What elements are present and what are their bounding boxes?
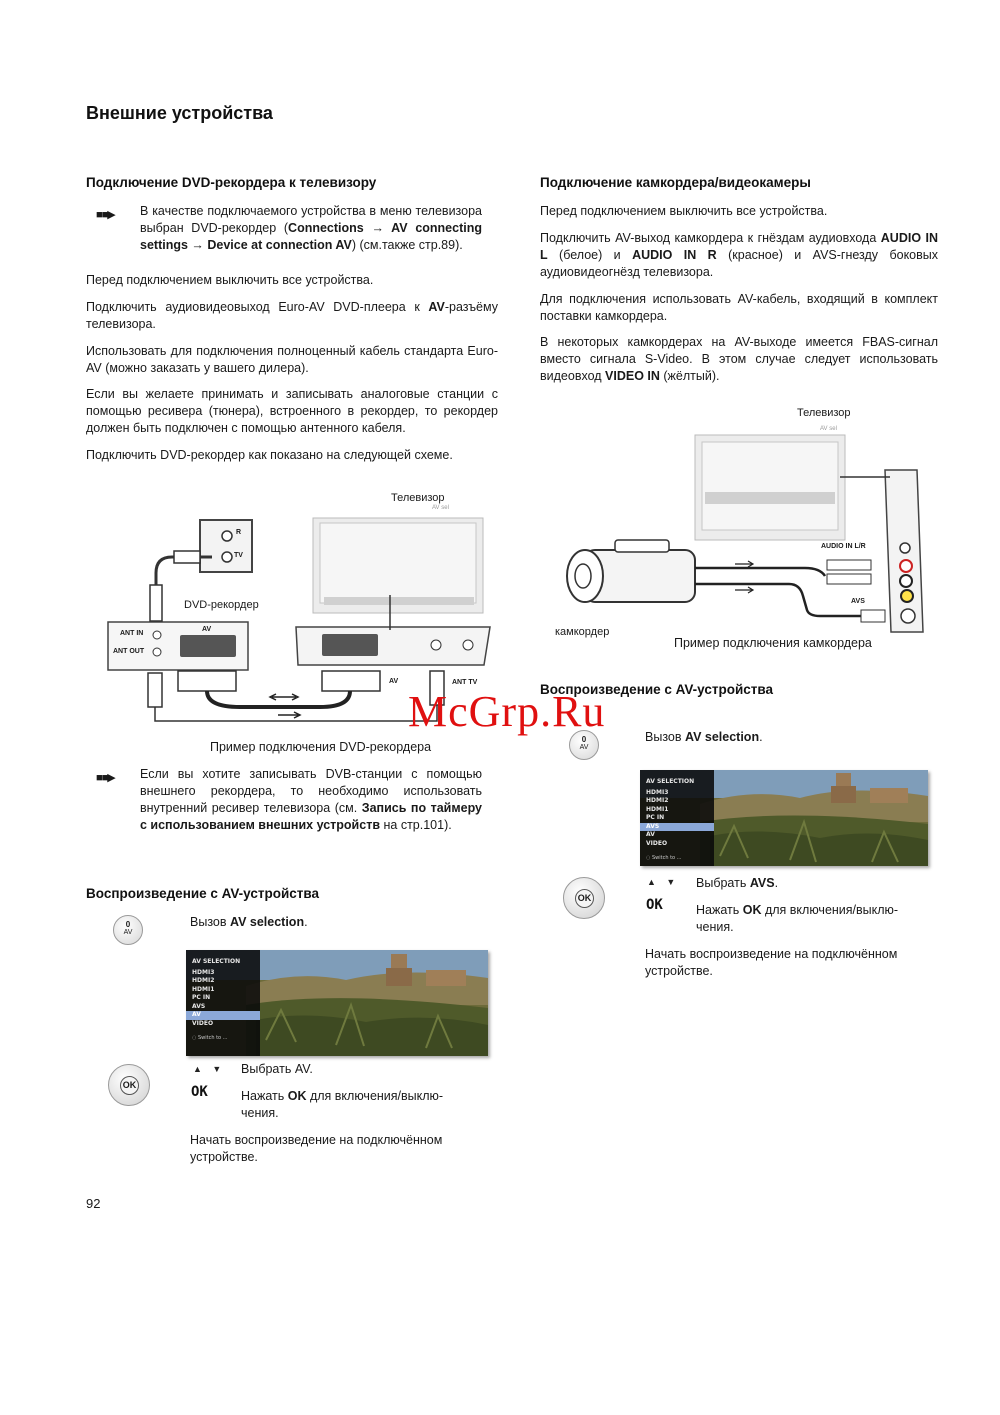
call-av-selection: Вызов AV selection. [190, 915, 308, 929]
note-connections: В качестве подключаемого устройства в меню телевизора выбран DVD-рекордер (Connections → AV connecting settings → Device at connection AV) (см.также стр.89). [140, 204, 482, 252]
select-av-text: Выбрать AV. [241, 1062, 313, 1076]
menu-item-avs-selected[interactable]: AVS [640, 823, 714, 832]
ant-out-label: ANT OUT [113, 648, 145, 655]
dvd-diagram-tv-tag: AV sel [432, 505, 449, 511]
page-title: Внешние устройства [86, 103, 273, 123]
menu-item-video[interactable]: VIDEO [646, 839, 668, 847]
para-euro-av: Подключить аудиовидеовыход Euro-AV DVD-плеера к AV-разъёму телевизора. [86, 300, 498, 331]
menu-footer: ◌ Switch to ... [192, 1035, 228, 1041]
menu-footer: ◌ Switch to ... [646, 855, 682, 861]
menu-item-av[interactable]: AV [646, 831, 655, 838]
ant-tv-label: ANT TV [452, 679, 478, 686]
av-remote-button[interactable] [113, 915, 143, 945]
camcorder-label: камкордер [555, 626, 610, 638]
dvd-diagram-dvd-label: DVD-рекордер [184, 599, 259, 611]
para-audio-in: Подключить AV-выход камкордера к гнёздам аудиовхода AUDIO IN L (белое) и AUDIO IN R (красное) и AVS-гнезду боковых аудиовидеогнёзд телевизора. [540, 231, 939, 279]
avs-label: AVS [851, 598, 865, 605]
start-playback-text: Начать воспроизведение на подключённом устройстве. [190, 1133, 443, 1164]
cam-diagram-caption: Пример подключения камкордера [674, 636, 872, 650]
call-av-selection-right: Вызов AV selection. [645, 730, 763, 744]
note-arrow-icon: ■■▶ [96, 772, 115, 784]
para-scheme: Подключить DVD-рекордер как показано на следующей схеме. [86, 448, 453, 462]
menu-item-av-selected[interactable]: AV [186, 1011, 260, 1020]
press-ok-text-right: Нажать OK для включения/выклю-чения. [696, 903, 899, 934]
av-button-zero: 0 [581, 735, 587, 744]
tv-av-port-label: AV [389, 678, 399, 685]
section-title-camcorder: Подключение камкордера/видеокамеры [540, 175, 811, 190]
note-dvb-recording: Если вы хотите записывать DVB-станции с помощью внешнего рекордера, то необходимо использовать внутренний ресивер телевизора (см. Запись по таймеру с использованием внешних устройств на стр.101). [140, 767, 482, 832]
para-power-off: Перед подключением выключить все устройства. [86, 273, 374, 287]
camcorder-diagram-drawing [545, 400, 945, 645]
menu-title: AV SELECTION [192, 958, 241, 965]
jack-tv-label: TV [234, 552, 243, 559]
press-ok-text: Нажать OK для включения/выклю-чения. [241, 1089, 444, 1120]
cam-diagram-tv-tag: AV sel [820, 426, 837, 432]
up-down-arrows-icon: ▲ ▼ [193, 1064, 226, 1074]
cam-diagram-tv-label: Телевизор [797, 407, 851, 419]
menu-item-hdmi1[interactable]: HDMI1 [192, 985, 215, 993]
menu-item-hdmi2[interactable]: HDMI2 [192, 977, 215, 984]
menu-item-hdmi1[interactable]: HDMI1 [646, 805, 669, 813]
menu-item-avs[interactable]: AVS [192, 1002, 206, 1010]
av-button-label: AV [579, 744, 589, 751]
note-arrow-icon: ■■▶ [96, 209, 115, 221]
camcorder-connection-diagram [545, 400, 945, 645]
para-cable: Использовать для подключения полноценный кабель стандарта Euro-AV (можно заказать у вашего дилера). [86, 344, 498, 375]
para-tuner: Если вы желаете принимать и записывать аналоговые станции с помощью ресивера (тюнера), встроенного в рекордер, то рекордер должен быть подключен с помощью антенного кабеля. [86, 387, 498, 435]
av-button-label: AV [123, 929, 133, 936]
start-playback-text-right: Начать воспроизведение на подключённом устройстве. [645, 947, 898, 978]
menu-item-hdmi3[interactable]: HDMI3 [192, 968, 215, 976]
section-title-av-playback: Воспроизведение с AV-устройства [86, 886, 319, 901]
ant-in-label: ANT IN [120, 630, 144, 637]
menu-item-pc-in[interactable]: PC IN [192, 994, 211, 1001]
ok-button-label: OK [575, 889, 594, 908]
para-fbas: В некоторых камкордерах на AV-выходе имеется FBAS-сигнал вместо сигнала S-Video. В этом случае следует использовать видеовход VIDEO IN (жёлтый). [540, 335, 938, 383]
page-number: 92 [86, 1196, 101, 1211]
av-selection-menu-right [640, 770, 714, 866]
av-selection-screenshot [186, 950, 488, 1056]
menu-item-hdmi3[interactable]: HDMI3 [646, 788, 669, 796]
av-selection-menu [186, 950, 260, 1056]
section-title-av-playback-right: Воспроизведение с AV-устройства [540, 682, 773, 697]
para-power-off-right: Перед подключением выключить все устройства. [540, 204, 828, 218]
menu-title: AV SELECTION [646, 778, 695, 785]
watermark: McGrp.Ru [408, 687, 606, 736]
menu-item-video[interactable]: VIDEO [192, 1019, 214, 1027]
av-selection-screenshot-right [640, 770, 928, 866]
para-av-cable: Для подключения использовать AV-кабель, входящий в комплект поставки камкордера. [540, 292, 938, 323]
dvd-diagram-tv-label: Телевизор [391, 492, 445, 504]
jack-r-label: R [236, 529, 242, 536]
dvd-av-port-label: AV [202, 626, 212, 633]
av-button-zero: 0 [125, 920, 131, 929]
section-title-dvd: Подключение DVD-рекордера к телевизору [86, 175, 377, 190]
menu-item-pc-in[interactable]: PC IN [646, 814, 665, 821]
up-down-arrows-icon: ▲ ▼ [647, 877, 680, 887]
ok-navigation-button[interactable] [108, 1064, 150, 1106]
select-avs-text: Выбрать AVS. [696, 876, 779, 890]
ok-glyph-icon: OK [191, 1084, 208, 1100]
ok-glyph-icon: OK [646, 897, 663, 913]
menu-item-hdmi2[interactable]: HDMI2 [646, 797, 669, 804]
audio-in-label: AUDIO IN L/R [821, 543, 866, 550]
ok-navigation-button[interactable] [563, 877, 605, 919]
dvd-diagram-caption: Пример подключения DVD-рекордера [210, 740, 432, 754]
ok-button-label: OK [120, 1076, 139, 1095]
